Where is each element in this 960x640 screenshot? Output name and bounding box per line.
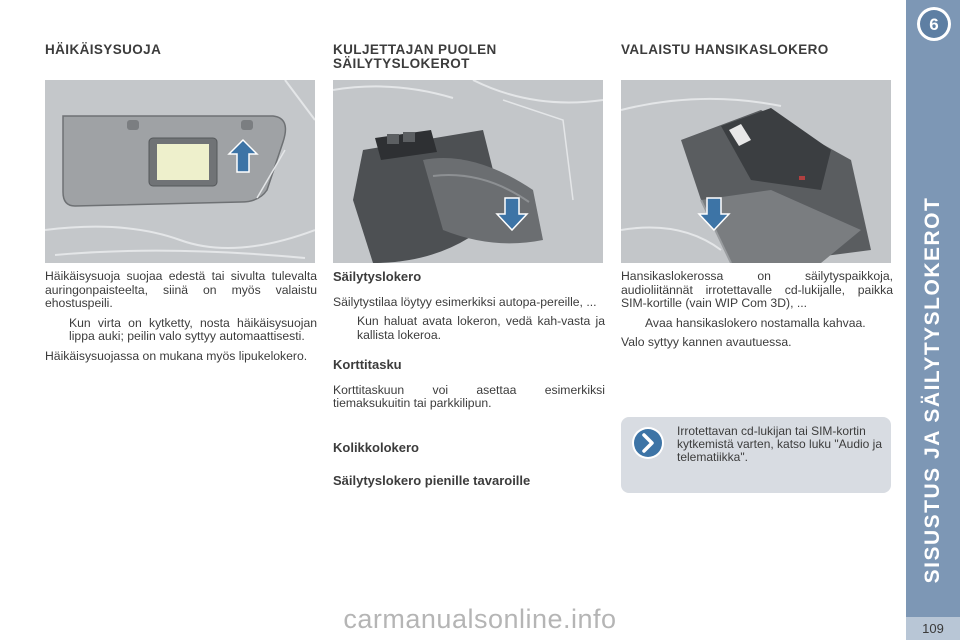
page-number: 109: [906, 617, 960, 640]
storage-text: Säilytystilaa löytyy esimerkiksi autopa-pereille, ...: [333, 294, 597, 309]
glovebox-intro: Hansikaslokerossa on säilytyspaikkoja, audioliitännät irrotettavalle cd-lukijalle, paikka SIM-kortille (vain WIP Com 3D), ...: [621, 269, 893, 310]
chapter-sidebar: [906, 0, 960, 640]
chapter-badge: [916, 6, 952, 42]
storage-bullet: [333, 315, 605, 342]
watermark: carmanualsonline.info: [343, 604, 617, 634]
driver-storage-heading-line1: KULJETTAJAN PUOLEN: [333, 42, 497, 57]
glovebox-note: Valo syttyy kannen avautuessa.: [621, 335, 792, 349]
chapter-title: SISUSTUS JA SÄILYTYSLOKEROT: [921, 196, 944, 584]
arrow-right-icon: [630, 425, 666, 461]
info-box-text: Irrotettavan cd-lukijan tai SIM-kortin kytkemistä varten, katso luku "Audio ja telematiikka".: [677, 424, 883, 464]
driver-storage-heading-line2: SÄILYTYSLOKEROT: [333, 56, 470, 71]
bullet-finger-icon: [333, 315, 357, 342]
driver-storage-illustration: [333, 80, 603, 263]
glovebox-bullet: [621, 317, 893, 331]
sun-visor-illustration: [45, 80, 315, 263]
glovebox-illustration: [621, 80, 891, 263]
sun-visor-heading: HÄIKÄISYSUOJA: [45, 42, 162, 57]
sun-visor-bullet-text: Kun virta on kytketty, nosta häikäisysuojan lippa auki; peilin valo syttyy automaattisesti.: [69, 315, 317, 343]
storage-title: Säilytyslokero: [333, 269, 422, 284]
sun-visor-text: [45, 270, 317, 369]
chapter-number: 6: [929, 15, 939, 34]
driver-storage-heading: [333, 43, 497, 71]
driver-storage-text: [333, 270, 605, 500]
glovebox-heading: VALAISTU HANSIKASLOKERO: [621, 42, 829, 57]
glovebox-bullet-text: Avaa hansikaslokero nostamalla kahvaa.: [645, 315, 866, 330]
bullet-finger-icon: [45, 317, 69, 344]
card-pocket-text: Korttitaskuun voi asettaa esimerkiksi tiemaksukuitin tai parkkilipun.: [333, 382, 605, 410]
sun-visor-intro: Häikäisysuoja suojaa edestä tai sivulta tulevalta auringonpaisteelta, siinä on myös valaistu ehostuspeili.: [45, 269, 317, 310]
sun-visor-note: Häikäisysuojassa on mukana myös lipukelokero.: [45, 348, 308, 363]
small-items-title: Säilytyslokero pienille tavaroille: [333, 473, 531, 488]
glovebox-text: [621, 270, 893, 356]
info-box: [621, 417, 891, 493]
card-pocket-title: Korttitasku: [333, 357, 402, 372]
sun-visor-bullet: [45, 317, 317, 344]
coin-compartment-title: Kolikkolokero: [333, 439, 419, 455]
bullet-finger-icon: [621, 317, 645, 331]
storage-bullet-text: Kun haluat avata lokeron, vedä kah-vasta ja kallista lokeroa.: [357, 314, 605, 342]
